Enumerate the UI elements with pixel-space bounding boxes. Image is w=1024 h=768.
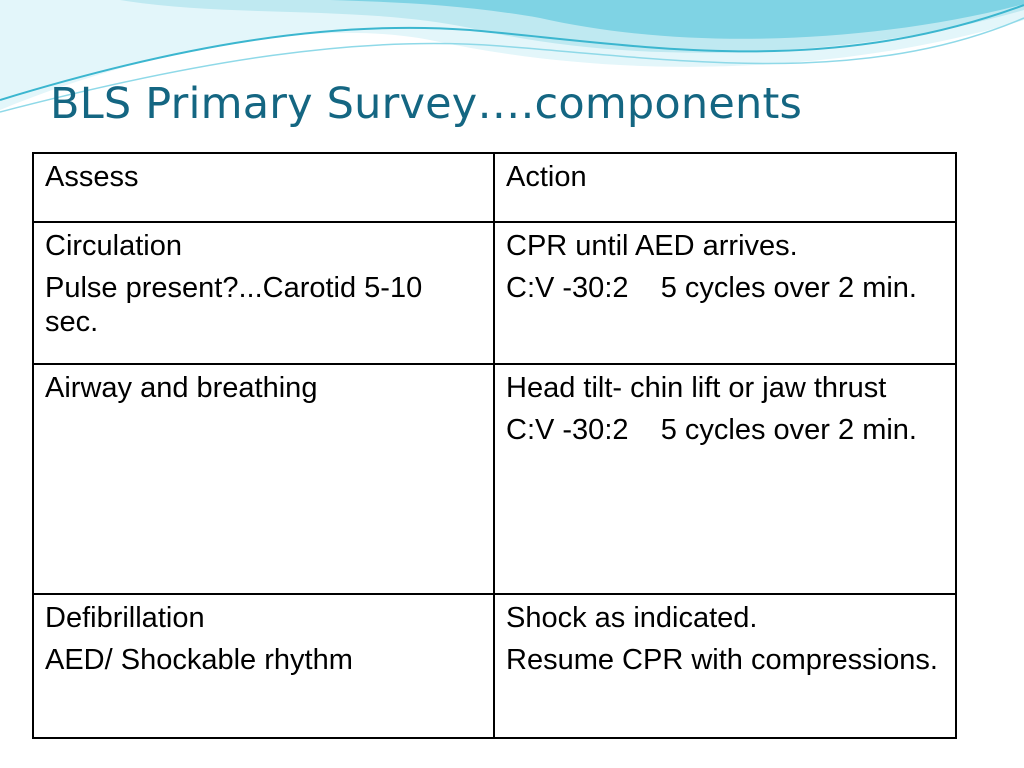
assess-line: AED/ Shockable rhythm [45, 644, 353, 676]
assess-cell [33, 222, 494, 364]
action-line: C:V -30:2 5 cycles over 2 min. [506, 272, 917, 304]
action-cell [494, 594, 956, 738]
header-assess-text: Assess [45, 161, 139, 193]
assess-line: Pulse present?...Carotid 5-10 sec. [45, 272, 431, 338]
action-line: Head tilt- chin lift or jaw thrust [506, 372, 887, 404]
assess-line: Defibrillation [45, 602, 205, 634]
action-line: C:V -30:2 5 cycles over 2 min. [506, 414, 917, 446]
table-row-circulation [33, 222, 956, 364]
slide-title: BLS Primary Survey….components [50, 79, 803, 129]
assess-line: Airway and breathing [45, 372, 318, 404]
header-action-text: Action [506, 161, 587, 193]
assess-cell [33, 594, 494, 738]
table-row-airway-breathing [33, 364, 956, 594]
header-cell-action [494, 153, 956, 222]
assess-line: Circulation [45, 230, 182, 262]
assess-cell [33, 364, 494, 594]
header-cell-assess [33, 153, 494, 222]
table-row-defibrillation [33, 594, 956, 738]
action-line: CPR until AED arrives. [506, 230, 798, 262]
action-line: Shock as indicated. [506, 602, 758, 634]
table-header-row [33, 153, 956, 222]
bls-survey-table [32, 152, 957, 739]
action-line: Resume CPR with compressions. [506, 644, 938, 676]
action-cell [494, 364, 956, 594]
action-cell [494, 222, 956, 364]
